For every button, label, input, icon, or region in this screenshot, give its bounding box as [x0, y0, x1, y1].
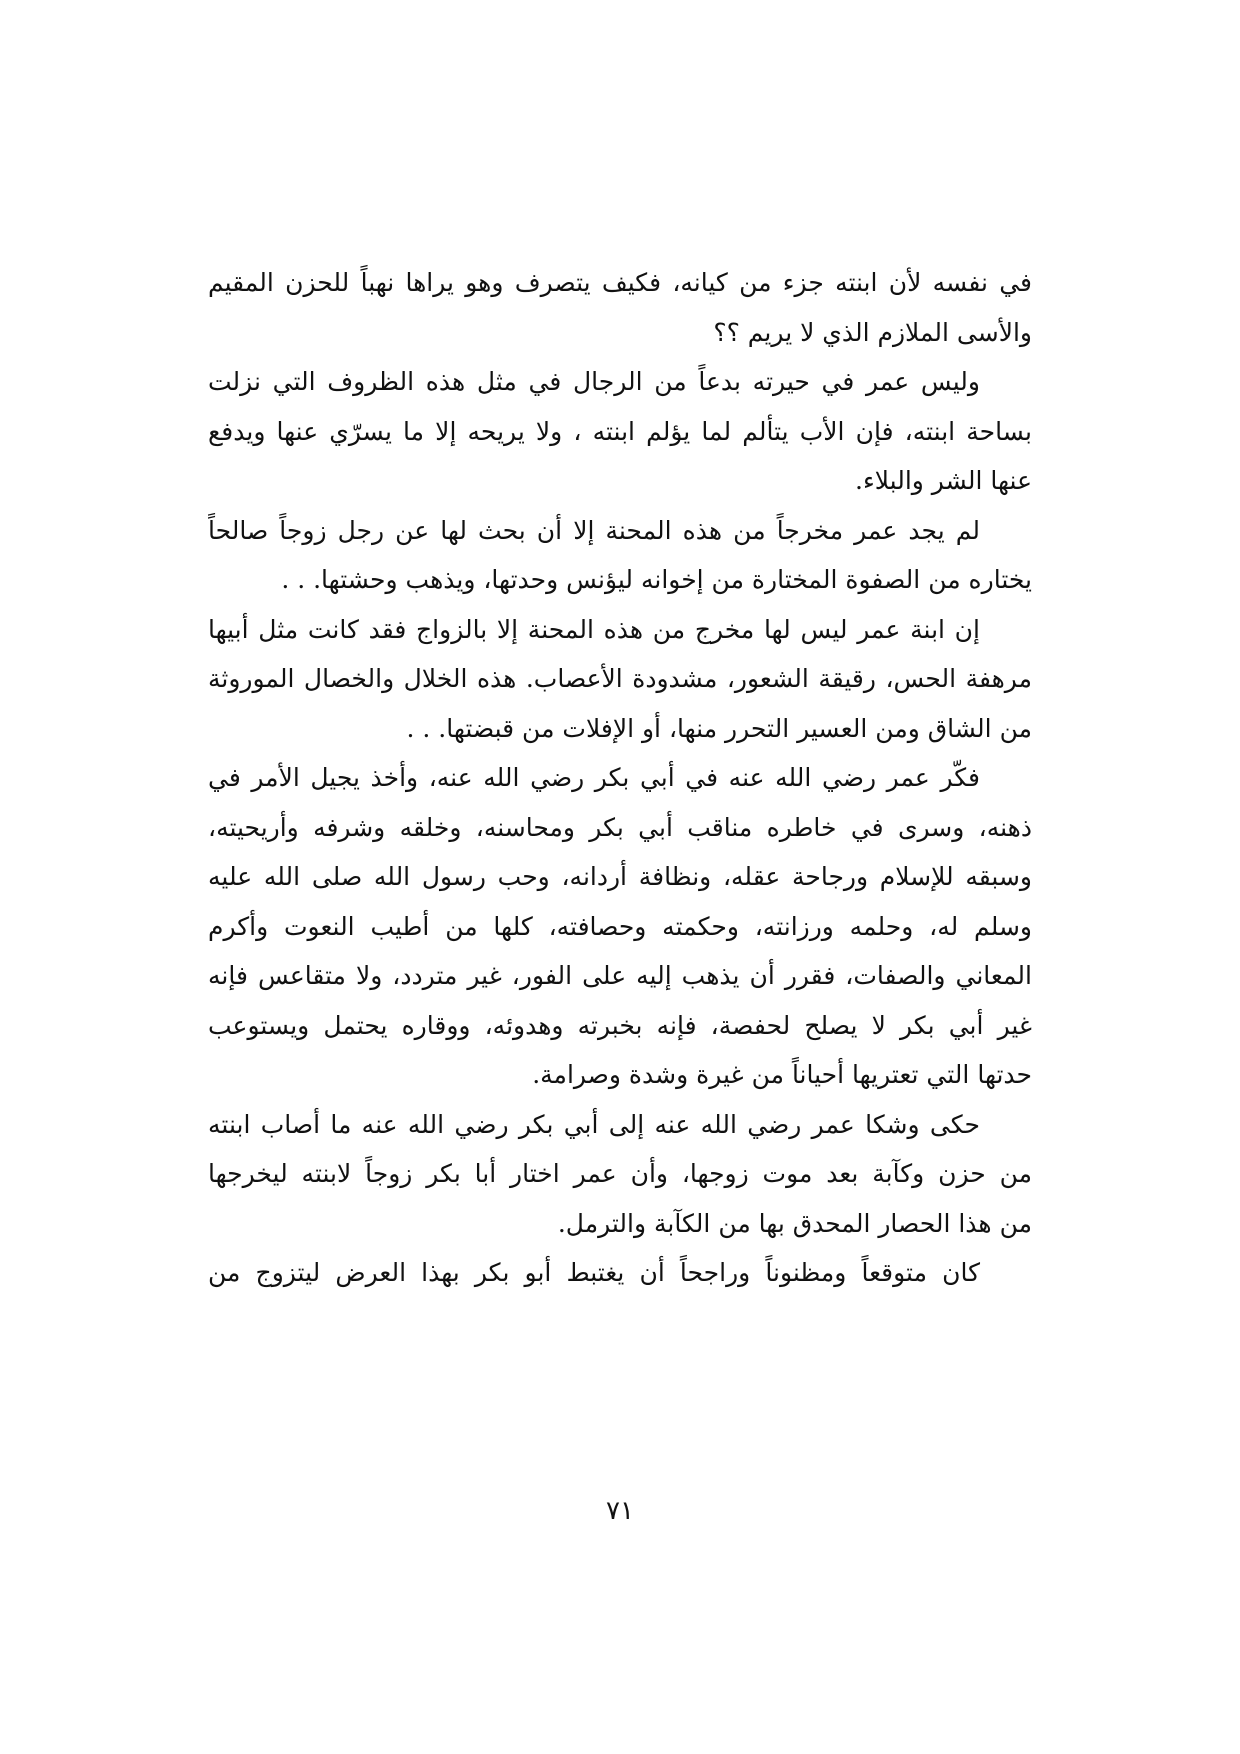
text-line: ذهنه، وسرى في خاطره مناقب أبي بكر ومحاسنه، وخلقه وشرفه وأريحيته،: [208, 812, 1032, 842]
text-line: من الشاق ومن العسير التحرر منها، أو الإفلات من قبضتها. . .: [406, 713, 1032, 743]
paragraph: [208, 258, 1032, 357]
paragraph: [208, 1100, 1032, 1249]
text-line: وسلم له، وحلمه ورزانته، وحكمته وحصافته، كلها من أطيب النعوت وأكرم: [208, 911, 1032, 941]
text-line: غير أبي بكر لا يصلح لحفصة، فإنه بخبرته وهدوئه، ووقاره يحتمل ويستوعب: [208, 1010, 1032, 1040]
text-line: حكى وشكا عمر رضي الله عنه إلى أبي بكر رضي الله عنه ما أصاب ابنته: [208, 1109, 980, 1139]
body-text: [208, 258, 1032, 1298]
text-line: المعاني والصفات، فقرر أن يذهب إليه على الفور، غير متردد، ولا متقاعس فإنه: [208, 961, 1032, 990]
paragraph: [208, 753, 1032, 1100]
text-line: بساحة ابنته، فإن الأب يتألم لما يؤلم ابنته ، ولا يريحه إلا ما يسرّي عنها ويدفع: [208, 416, 1032, 446]
text-line: مرهفة الحس، رقيقة الشعور، مشدودة الأعصاب. هذه الخلال والخصال الموروثة: [208, 664, 1032, 693]
paragraph: [208, 605, 1032, 754]
text-line: كان متوقعاً ومظنوناً وراجحاً أن يغتبط أبو بكر بهذا العرض ليتزوج من: [208, 1258, 980, 1287]
text-line: يختاره من الصفوة المختارة من إخوانه ليؤنس وحدتها، ويذهب وحشتها. . .: [281, 565, 1032, 594]
text-line: من هذا الحصار المحدق بها من الكآبة والترمل.: [557, 1208, 1032, 1238]
page-number: ٧١: [606, 1496, 634, 1526]
text-line: لم يجد عمر مخرجاً من هذه المحنة إلا أن بحث لها عن رجل زوجاً صالحاً: [208, 515, 980, 545]
text-line: إن ابنة عمر ليس لها مخرج من هذه المحنة إلا بالزواج فقد كانت مثل أبيها: [208, 614, 980, 644]
paragraph: [208, 357, 1032, 506]
text-line: وسبقه للإسلام ورجاحة عقله، ونظافة أردانه، وحب رسول الله صلى الله عليه: [208, 862, 1032, 891]
text-line: حدتها التي تعتريها أحياناً من غيرة وشدة وصرامة.: [532, 1060, 1032, 1089]
text-line: عنها الشر والبلاء.: [855, 466, 1032, 495]
text-line: من حزن وكآبة بعد موت زوجها، وأن عمر اختار أبا بكر زوجاً لابنته ليخرجها: [208, 1159, 1032, 1188]
text-line: في نفسه لأن ابنته جزء من كيانه، فكيف يتصرف وهو يراها نهباً للحزن المقيم: [208, 268, 1032, 297]
text-line: وليس عمر في حيرته بدعاً من الرجال في مثل هذه الظروف التي نزلت: [208, 367, 980, 396]
text-line: والأسى الملازم الذي لا يريم ؟؟: [713, 317, 1032, 347]
paragraph: [208, 1248, 1032, 1298]
text-line: فكّر عمر رضي الله عنه في أبي بكر رضي الله عنه، وأخذ يجيل الأمر في: [208, 763, 980, 792]
paragraph: [208, 506, 1032, 605]
